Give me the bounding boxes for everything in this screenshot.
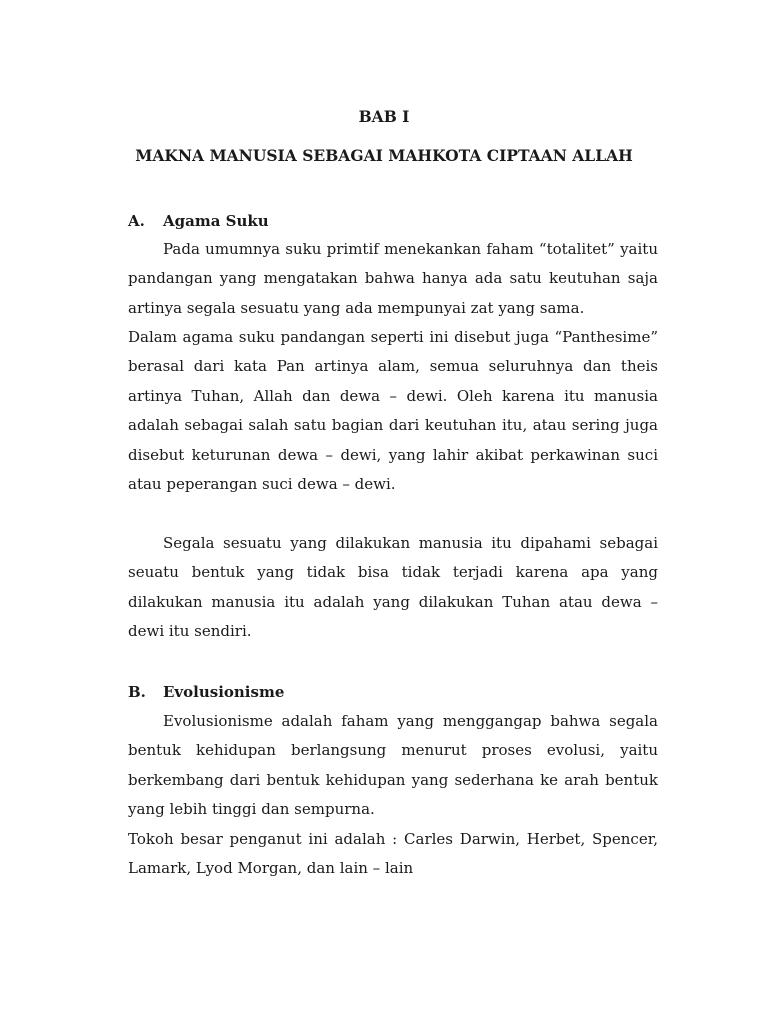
chapter-number: BAB I xyxy=(358,107,410,126)
section-heading-a xyxy=(128,211,658,231)
paragraph-b1: Evolusionisme adalah faham yang menggangap bahwa segala bentuk kehidupan berlangsung menurut proses evolusi, yaitu berkembang dari bentuk kehidupan yang sederhana ke arah bentuk yang lebih tinggi dan sempurna. xyxy=(128,712,658,819)
section-heading-b xyxy=(128,682,658,702)
paragraph-a1: Pada umumnya suku primtif menekankan faham “totalitet” yaitu pandangan yang mengatakan bahwa hanya ada satu keutuhan saja artinya segala sesuatu yang ada mempunyai zat yang sama. xyxy=(128,240,658,317)
chapter-title: MAKNA MANUSIA SEBAGAI MAHKOTA CIPTAAN ALLAH xyxy=(135,146,633,165)
paragraph-a3: Segala sesuatu yang dilakukan manusia itu dipahami sebagai seuatu bentuk yang tidak bisa tidak terjadi karena apa yang dilakukan manusia itu adalah yang dilakukan Tuhan atau dewa – dewi itu sendiri. xyxy=(128,534,658,641)
section-title-a: Agama Suku xyxy=(163,212,269,230)
paragraph-a2: Dalam agama suku pandangan seperti ini disebut juga “Panthesime” berasal dari kata Pan artinya alam, semua seluruhnya dan theis artinya Tuhan, Allah dan dewa – dewi. Oleh karena itu manusia adalah sebagai salah satu bagian dari keutuhan itu, atau sering juga disebut keturunan dewa – dewi, yang lahir akibat perkawinan suci atau peperangan suci dewa – dewi. xyxy=(128,328,658,494)
section-letter-b: B. xyxy=(128,683,146,701)
paragraph-b2: Tokoh besar penganut ini adalah : Carles Darwin, Herbet, Spencer, Lamark, Lyod Morgan, dan lain – lain xyxy=(128,830,658,878)
section-letter-a: A. xyxy=(128,212,145,230)
section-title-b: Evolusionisme xyxy=(163,683,285,701)
